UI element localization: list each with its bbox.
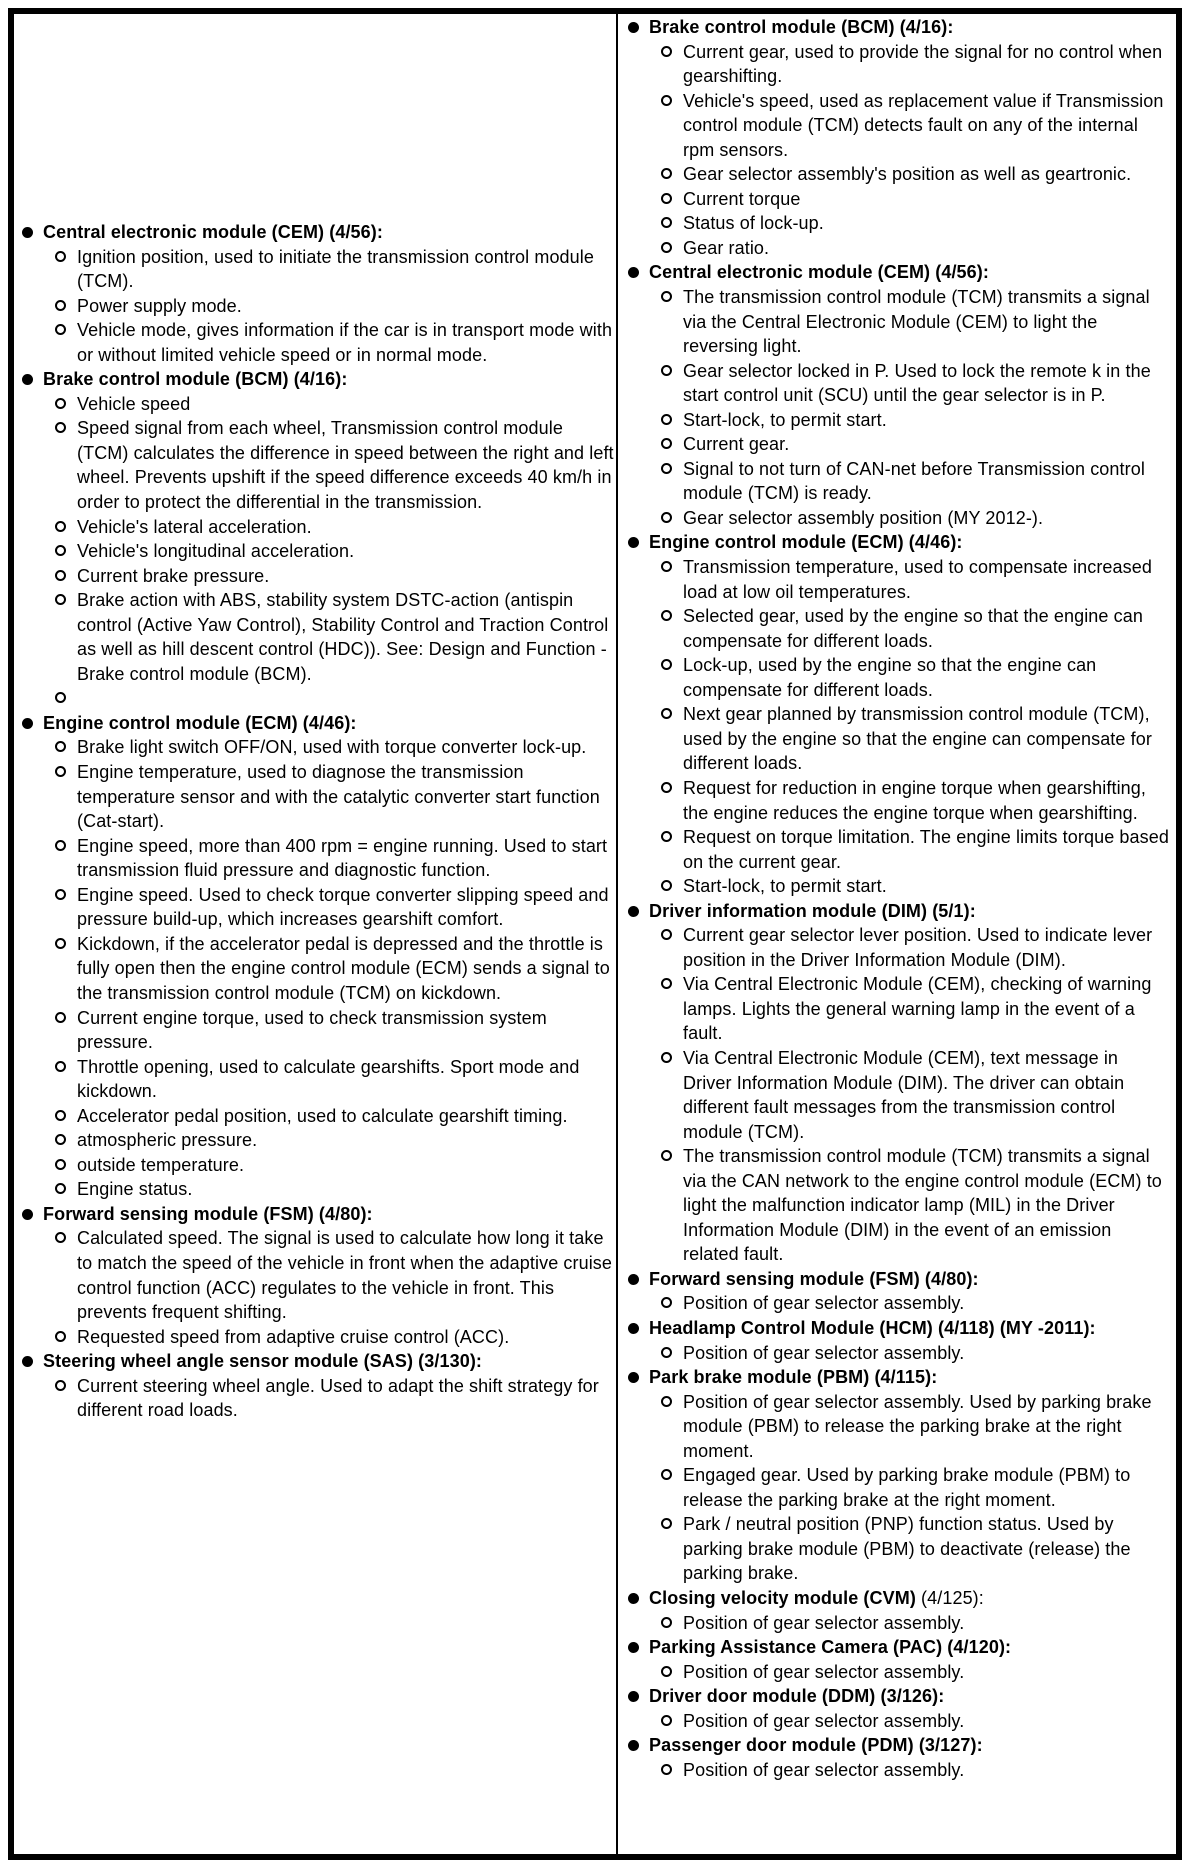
module-section [628,1365,1170,1586]
signal-item-text: Request on torque limitation. The engine limits torque based on the current gear. [683,827,1169,872]
filled-circle-bullet-icon [628,267,639,278]
module-header-bold-text: Passenger door module (PDM) (3/127): [649,1735,983,1756]
column-right [618,14,1176,1854]
filled-circle-bullet-icon [628,1323,639,1334]
open-circle-bullet-icon [55,1061,66,1072]
module-header-text [43,1202,373,1227]
signal-item [661,825,1170,874]
signal-item-text: Selected gear, used by the engine so that the engine can compensate for different loads. [683,606,1143,651]
signal-item [55,318,614,367]
signal-item [55,1128,614,1153]
filled-circle-bullet-icon [628,1740,639,1751]
signal-item-text: Gear ratio. [683,237,770,258]
signal-item [55,245,614,294]
module-header-bold-text: Steering wheel angle sensor module (SAS) (3/130): [43,1351,483,1372]
signal-item-text: Position of gear selector assembly. [683,1612,965,1633]
filled-circle-bullet-icon [628,1593,639,1604]
module-header-text [649,1267,979,1292]
signal-item [661,1611,1170,1636]
open-circle-bullet-icon [661,1666,672,1677]
filled-circle-bullet-icon [22,718,33,729]
filled-circle-bullet-icon [628,1691,639,1702]
open-circle-bullet-icon [55,766,66,777]
signal-item-text: Engine temperature, used to diagnose the transmission temperature sensor and with the catalytic converter start function (Cat-start). [77,762,600,832]
signal-item-text: Vehicle's speed, used as replacement value if Transmission control module (TCM) detects fault on any of the internal rpm sensors. [683,90,1164,160]
signal-item [55,1055,614,1104]
signal-item-text: Position of gear selector assembly. [683,1710,965,1731]
open-circle-bullet-icon [55,1331,66,1342]
signal-item [55,686,614,711]
signal-item-text: Gear selector assembly's position as well as geartronic. [683,164,1132,185]
open-circle-bullet-icon [661,708,672,719]
signal-item [661,1660,1170,1685]
signal-item [661,506,1170,531]
module-header [628,530,1170,555]
module-section [628,530,1170,898]
open-circle-bullet-icon [55,521,66,532]
signal-item [661,236,1170,261]
signal-item-text: atmospheric pressure. [77,1130,258,1151]
module-header-bold-text: Brake control module (BCM) (4/16): [43,369,348,390]
signal-item [661,1144,1170,1267]
signal-item [661,702,1170,776]
open-circle-bullet-icon [661,1297,672,1308]
open-circle-bullet-icon [661,561,672,572]
module-section [628,1267,1170,1316]
module-header [628,1586,1170,1611]
signal-item-text: Start-lock, to permit start. [683,876,887,897]
module-section [628,1316,1170,1365]
signal-item-text: The transmission control module (TCM) transmits a signal via the CAN network to the engine control module (ECM) to light the malfunction indicator lamp (MIL) in the Driver Information Module (DIM) in the event of an emission related fault. [683,1146,1162,1265]
open-circle-bullet-icon [55,741,66,752]
signal-item [55,1006,614,1055]
open-circle-bullet-icon [55,594,66,605]
signal-item-text: Accelerator pedal position, used to calculate gearshift timing. [77,1105,568,1126]
signal-item-text: Vehicle's longitudinal acceleration. [77,541,355,562]
open-circle-bullet-icon [661,1617,672,1628]
module-header-bold-text: Forward sensing module (FSM) (4/80): [649,1268,979,1289]
open-circle-bullet-icon [55,1380,66,1391]
module-header [628,1316,1170,1341]
module-header [628,1684,1170,1709]
signal-item-text: Brake action with ABS, stability system DSTC-action (antispin control (Active Yaw Control), Stability Control and Traction Control as well as hill descent control (HDC)). See: Design and Function - Brake control module (BCM). [77,590,609,684]
module-section [22,711,614,1202]
module-header-text [43,1349,482,1374]
signal-item-text: Current brake pressure. [77,565,270,586]
signal-item [55,1325,614,1350]
open-circle-bullet-icon [661,463,672,474]
signal-item-text: Engine speed, more than 400 rpm = engine running. Used to start transmission fluid pressure and diagnostic function. [77,835,608,881]
signal-item [661,40,1170,89]
open-circle-bullet-icon [661,95,672,106]
open-circle-bullet-icon [661,1469,672,1480]
signal-item [661,187,1170,212]
signal-item [661,1512,1170,1586]
signal-item-text: Engaged gear. Used by parking brake module (PBM) to release the parking brake at the right moment. [683,1465,1131,1510]
signal-item-text: Park / neutral position (PNP) function status. Used by parking brake module (PBM) to deactivate (release) the parking brake. [683,1514,1131,1584]
module-header-text [649,1365,937,1390]
module-section [22,220,614,367]
module-header-text [649,1316,1096,1341]
signal-item [55,588,614,686]
module-header-bold-text: Engine control module (ECM) (4/46): [43,712,357,733]
filled-circle-bullet-icon [22,374,33,385]
open-circle-bullet-icon [661,1764,672,1775]
signal-item-text: Vehicle speed [77,393,191,414]
open-circle-bullet-icon [55,422,66,433]
signal-item-text: Vehicle's lateral acceleration. [77,516,312,537]
module-header-bold-text: Headlamp Control Module (HCM) (4/118) (MY -2011): [649,1317,1096,1338]
signal-item [55,294,614,319]
open-circle-bullet-icon [661,1150,672,1161]
signal-item [661,1390,1170,1464]
open-circle-bullet-icon [661,512,672,523]
signal-item-text: Position of gear selector assembly. Used by parking brake module (PBM) to release the parking brake at the right moment. [683,1391,1152,1461]
signal-item-text: Position of gear selector assembly. [683,1759,965,1780]
filled-circle-bullet-icon [628,1642,639,1653]
module-header-text [649,1586,984,1611]
open-circle-bullet-icon [55,251,66,262]
signal-item-text: The transmission control module (TCM) transmits a signal via the Central Electronic Module (CEM) to light the reversing light. [683,287,1150,357]
signal-item [55,834,614,883]
open-circle-bullet-icon [55,1110,66,1121]
module-header-bold-text: Engine control module (ECM) (4/46): [649,532,963,553]
signal-item-text: outside temperature. [77,1154,245,1175]
signal-item [55,416,614,514]
signal-item [661,776,1170,825]
signal-item-text: Transmission temperature, used to compensate increased load at low oil temperatures. [683,557,1152,602]
signal-item-text: Engine status. [77,1179,193,1200]
signal-item-text: Position of gear selector assembly. [683,1342,965,1363]
signal-item-text: Current torque [683,188,801,209]
signal-item-text: Start-lock, to permit start. [683,409,887,430]
open-circle-bullet-icon [55,300,66,311]
module-header-bold-text: Forward sensing module (FSM) (4/80): [43,1203,373,1224]
signal-item-text: Gear selector locked in P. Used to lock the remote k in the start control unit (SCU) until the gear selector is in P. [683,360,1151,406]
module-section [628,1684,1170,1733]
signal-item-text: Position of gear selector assembly. [683,1661,965,1682]
module-header-text [43,367,347,392]
signal-item-text: Request for reduction in engine torque when gearshifting, the engine reduces the engine torque when gearshifting. [683,777,1146,823]
signal-item [55,564,614,589]
signal-item-text: Lock-up, used by the engine so that the engine can compensate for different loads. [683,655,1097,700]
open-circle-bullet-icon [661,217,672,228]
open-circle-bullet-icon [55,1232,66,1243]
signal-item-text: Ignition position, used to initiate the transmission control module (TCM). [77,246,594,292]
filled-circle-bullet-icon [22,1209,33,1220]
open-circle-bullet-icon [55,570,66,581]
module-section [628,1635,1170,1684]
signal-item-text: Requested speed from adaptive cruise control (ACC). [77,1326,510,1347]
module-header-text [649,15,953,40]
module-header-bold-text: Driver information module (DIM) (5/1): [649,900,976,921]
open-circle-bullet-icon [55,1183,66,1194]
module-header-text [649,1635,1011,1660]
module-header-bold-text: Driver door module (DDM) (3/126): [649,1686,945,1707]
signal-item [55,1226,614,1324]
filled-circle-bullet-icon [628,537,639,548]
module-header-regular-text: (4/125): [915,1588,984,1608]
document-table [8,8,1182,1860]
module-header [22,1202,614,1227]
open-circle-bullet-icon [661,782,672,793]
signal-item-text: Via Central Electronic Module (CEM), checking of warning lamps. Lights the general warning lamp in the event of a fault. [683,974,1152,1044]
module-header-text [649,1684,944,1709]
signal-item [55,1177,614,1202]
signal-item-text: Position of gear selector assembly. [683,1293,965,1314]
signal-item [55,392,614,417]
open-circle-bullet-icon [661,1347,672,1358]
module-header [628,15,1170,40]
signal-item [661,555,1170,604]
open-circle-bullet-icon [661,610,672,621]
signal-item [661,408,1170,433]
signal-item [55,1374,614,1423]
filled-circle-bullet-icon [22,227,33,238]
signal-item-text: Brake light switch OFF/ON, used with torque converter lock-up. [77,737,587,758]
open-circle-bullet-icon [661,978,672,989]
module-header [628,899,1170,924]
module-header-bold-text: Park brake module (PBM) (4/115): [649,1367,938,1388]
module-header-bold-text: Parking Assistance Camera (PAC) (4/120): [649,1637,1012,1658]
open-circle-bullet-icon [661,1052,672,1063]
signal-item-text: Power supply mode. [77,295,242,316]
column-left [14,14,618,1854]
signal-item [55,1153,614,1178]
signal-item-text: Next gear planned by transmission control module (TCM), used by the engine so that the engine can compensate for different loads. [683,704,1152,774]
open-circle-bullet-icon [661,1715,672,1726]
signal-item [661,89,1170,163]
module-section [628,1733,1170,1782]
signal-item [55,760,614,834]
open-circle-bullet-icon [661,831,672,842]
signal-item-text: Calculated speed. The signal is used to calculate how long it take to match the speed of the vehicle in front when the adaptive cruise control function (ACC) regulates to the vehicle in front. This prevents frequent shifting. [77,1228,613,1323]
module-header [628,1733,1170,1758]
module-section [628,15,1170,260]
signal-item [55,932,614,1006]
signal-item [55,515,614,540]
open-circle-bullet-icon [661,193,672,204]
signal-item-text: Via Central Electronic Module (CEM), text message in Driver Information Module (DIM). The driver can obtain different fault messages from the transmission control module (TCM). [683,1047,1125,1142]
open-circle-bullet-icon [55,398,66,409]
open-circle-bullet-icon [661,1396,672,1407]
module-header-bold-text: Central electronic module (CEM) (4/56): [649,262,989,283]
signal-item [661,359,1170,408]
open-circle-bullet-icon [661,168,672,179]
open-circle-bullet-icon [55,692,66,703]
module-header [628,260,1170,285]
open-circle-bullet-icon [661,1518,672,1529]
open-circle-bullet-icon [661,46,672,57]
module-header [628,1267,1170,1292]
signal-item [661,923,1170,972]
open-circle-bullet-icon [661,414,672,425]
signal-item-text: Gear selector assembly position (MY 2012-). [683,507,1044,528]
module-section [628,1586,1170,1635]
signal-item [661,653,1170,702]
module-header-text [649,899,976,924]
signal-item [661,1463,1170,1512]
signal-item-text: Current gear selector lever position. Used to indicate lever position in the Driver Information Module (DIM). [683,925,1153,970]
open-circle-bullet-icon [661,929,672,940]
signal-item [661,432,1170,457]
module-header [22,711,614,736]
signal-item-text: Current engine torque, used to check transmission system pressure. [77,1007,547,1053]
signal-item [661,1709,1170,1734]
signal-item-text: Current gear. [683,434,790,455]
module-header-text [649,1733,983,1758]
open-circle-bullet-icon [55,324,66,335]
signal-item-text: Status of lock-up. [683,213,824,234]
open-circle-bullet-icon [55,545,66,556]
module-header-text [649,260,989,285]
signal-item [661,1758,1170,1783]
filled-circle-bullet-icon [628,1372,639,1383]
module-header [22,367,614,392]
open-circle-bullet-icon [55,1159,66,1170]
signal-item-text: Engine speed. Used to check torque converter slipping speed and pressure build-up, which increases gearshift comfort. [77,884,609,930]
signal-item-text: Signal to not turn of CAN-net before Transmission control module (TCM) is ready. [683,458,1145,504]
module-section [22,1349,614,1423]
open-circle-bullet-icon [661,242,672,253]
signal-item [55,539,614,564]
signal-item [661,1291,1170,1316]
signal-item [55,1104,614,1129]
module-header [22,220,614,245]
signal-item [661,285,1170,359]
module-section [628,899,1170,1267]
open-circle-bullet-icon [55,889,66,900]
open-circle-bullet-icon [55,1134,66,1145]
module-header [22,1349,614,1374]
signal-item [661,211,1170,236]
module-header-text [43,220,383,245]
filled-circle-bullet-icon [628,1274,639,1285]
signal-item-text: Throttle opening, used to calculate gearshifts. Sport mode and kickdown. [77,1056,580,1102]
module-header [628,1365,1170,1390]
signal-item [661,604,1170,653]
open-circle-bullet-icon [661,365,672,376]
signal-item-text: Current steering wheel angle. Used to adapt the shift strategy for different road loads. [77,1375,599,1421]
open-circle-bullet-icon [661,880,672,891]
signal-item [55,735,614,760]
signal-item [661,1046,1170,1144]
open-circle-bullet-icon [661,659,672,670]
module-header-text [43,711,357,736]
module-section [22,1202,614,1349]
signal-item-text: Vehicle mode, gives information if the car is in transport mode with or without limited vehicle speed or in normal mode. [77,320,613,365]
open-circle-bullet-icon [661,291,672,302]
signal-item [661,972,1170,1046]
open-circle-bullet-icon [55,938,66,949]
signal-item [661,162,1170,187]
module-header [628,1635,1170,1660]
signal-item [661,457,1170,506]
open-circle-bullet-icon [661,438,672,449]
module-section [22,367,614,711]
open-circle-bullet-icon [55,840,66,851]
module-header-text [649,530,963,555]
module-section [628,260,1170,530]
filled-circle-bullet-icon [22,1356,33,1367]
signal-item [661,874,1170,899]
filled-circle-bullet-icon [628,22,639,33]
module-header-bold-text: Central electronic module (CEM) (4/56): [43,222,383,242]
module-header-bold-text: Brake control module (BCM) (4/16): [649,17,954,37]
signal-item-text: Kickdown, if the accelerator pedal is depressed and the throttle is fully open then the engine control module (ECM) sends a signal to the transmission control module (TCM) on kickdown. [77,933,610,1003]
signal-item [661,1341,1170,1366]
signal-item-text: Current gear, used to provide the signal for no control when gearshifting. [683,41,1163,87]
open-circle-bullet-icon [55,1012,66,1023]
signal-item-text: Speed signal from each wheel, Transmission control module (TCM) calculates the difference in speed between the right and left wheel. Prevents upshift if the speed difference exceeds 40 km/h in order to protect the differential in the transmission. [77,418,614,513]
module-header-bold-text: Closing velocity module (CVM) [649,1588,916,1608]
signal-item [55,883,614,932]
filled-circle-bullet-icon [628,906,639,917]
